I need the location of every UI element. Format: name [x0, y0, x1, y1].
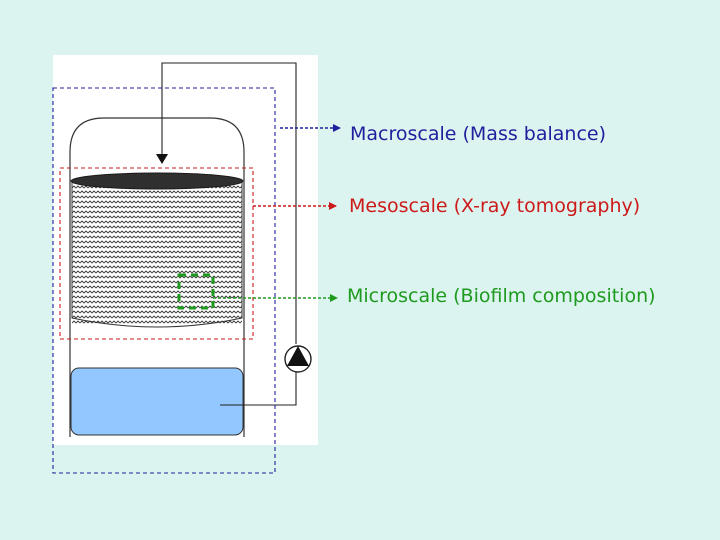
macroscale-label: Macroscale (Mass balance)	[350, 123, 606, 145]
mesoscale-label: Mesoscale (X-ray tomography)	[349, 195, 641, 217]
packed-bed	[72, 181, 242, 324]
pump-icon	[285, 346, 311, 372]
distributor-plate	[71, 173, 243, 189]
microscale-label: Microscale (Biofilm composition)	[347, 285, 656, 307]
liquid-reservoir	[71, 368, 243, 435]
